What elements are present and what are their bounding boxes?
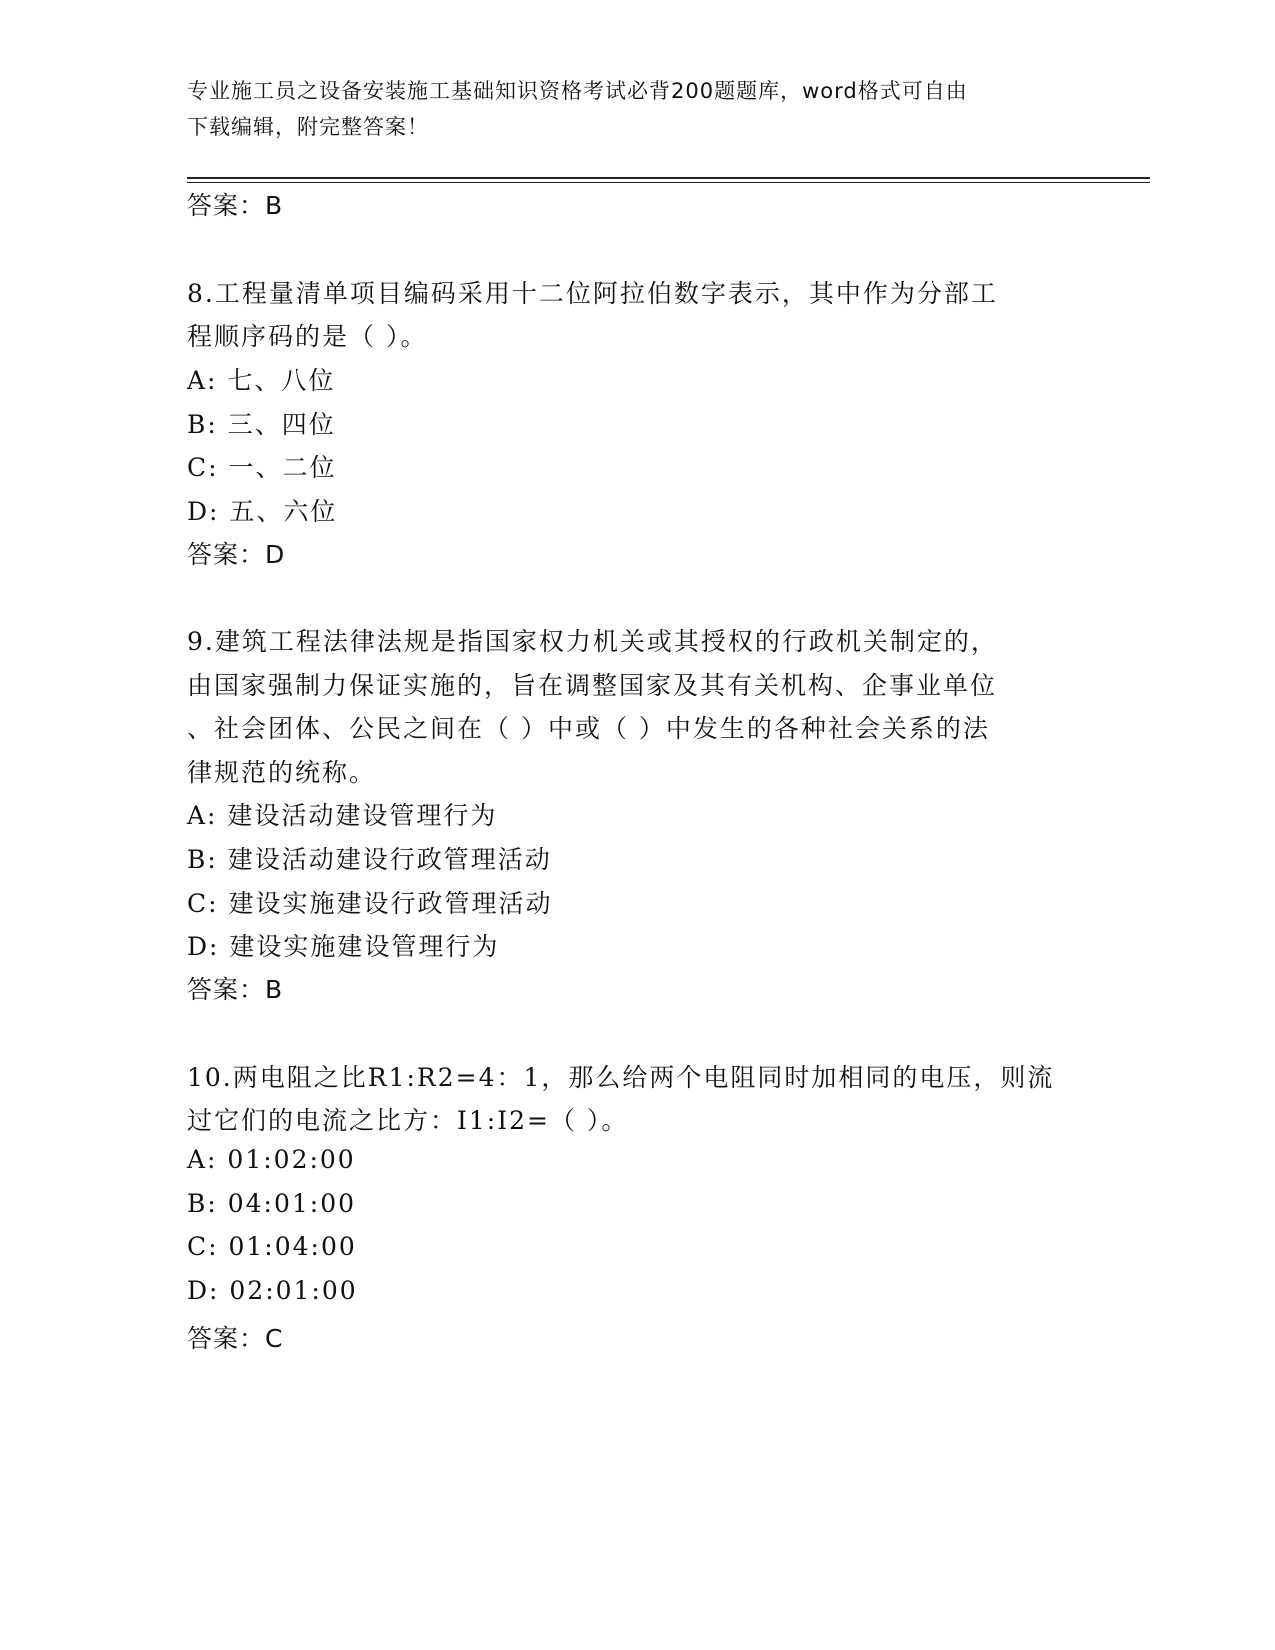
option-b: B: 三、四位 — [187, 410, 336, 439]
option-c: C: 一、二位 — [187, 453, 337, 482]
option-a: A: 01:02:00 — [187, 1145, 356, 1174]
question-text-line: 8.工程量清单项目编码采用十二位阿拉伯数字表示，其中作为分部工 — [187, 279, 998, 308]
option-d: D: 五、六位 — [187, 497, 338, 526]
question-text-line: 程顺序码的是（ ）。 — [187, 322, 428, 351]
option-b: B: 04:01:00 — [187, 1189, 357, 1218]
header-divider-thin — [187, 182, 1150, 183]
question-text-line: 由国家强制力保证实施的，旨在调整国家及其有关机构、企事业单位 — [187, 671, 998, 700]
option-a: A: 七、八位 — [187, 366, 336, 395]
option-c: C: 01:04:00 — [187, 1232, 357, 1261]
question-text-line: 10.两电阻之比R1:R2=4：1，那么给两个电阻同时加相同的电压，则流 — [187, 1063, 1055, 1092]
answer: 答案：C — [187, 1324, 284, 1353]
question-text-line: 过它们的电流之比方：I1:I2=（ ）。 — [187, 1106, 629, 1135]
answer: 答案：D — [187, 540, 286, 569]
question-text-line: 9.建筑工程法律法规是指国家权力机关或其授权的行政机关制定的， — [187, 627, 998, 656]
question-text-line: 、社会团体、公民之间在（ ）中或（ ）中发生的各种社会关系的法 — [187, 714, 990, 743]
answer: 答案：B — [187, 975, 284, 1004]
question-text-line: 律规范的统称。 — [187, 758, 377, 787]
option-a: A: 建设活动建设管理行为 — [187, 801, 498, 830]
document-header — [187, 73, 1067, 145]
option-b: B: 建设活动建设行政管理活动 — [187, 845, 552, 874]
header-line-2: 下载编辑，附完整答案！ — [187, 115, 429, 139]
option-c: C: 建设实施建设行政管理活动 — [187, 889, 553, 918]
option-d: D: 建设实施建设管理行为 — [187, 932, 500, 961]
header-divider-thick — [187, 177, 1150, 179]
header-line-1: 专业施工员之设备安装施工基础知识资格考试必背200题题库，word格式可自由 — [187, 79, 968, 103]
option-d: D: 02:01:00 — [187, 1276, 358, 1305]
previous-answer: 答案：B — [187, 191, 284, 220]
